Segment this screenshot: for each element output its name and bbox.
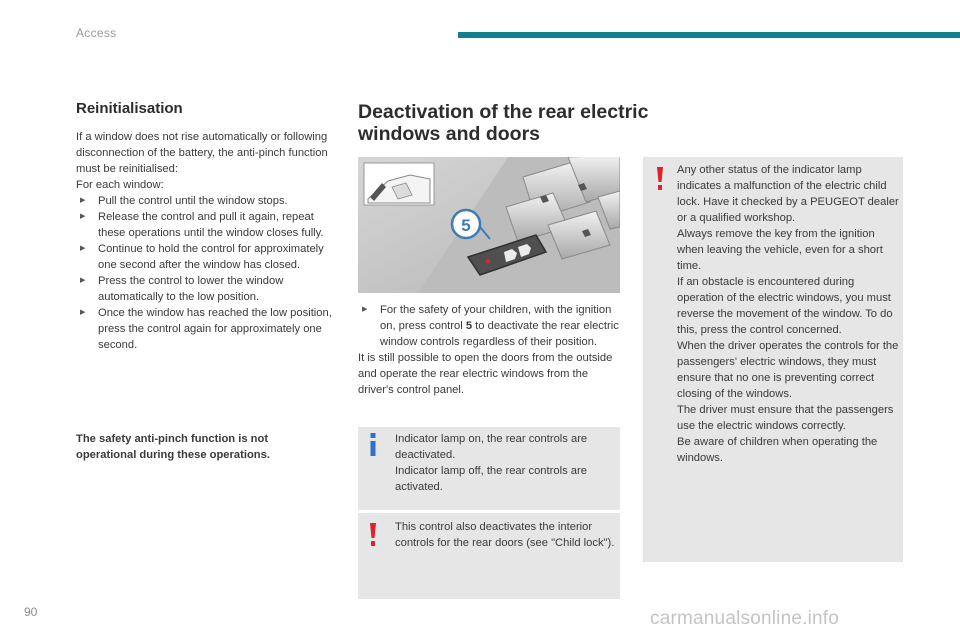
reinit-step: ▶ Press the control to lower the window automatically to the low position.: [76, 273, 341, 305]
callout-number: 5: [461, 216, 471, 235]
right-box-paragraph: Any other status of the indicator lamp indicates a malfunction of the electric child lock. Have it checked by a PEUGEOT dealer or a qualified workshop.: [677, 164, 899, 224]
bullet-text-pre: For the safety of your children, with the ignition on, press control: [380, 304, 612, 332]
right-box-paragraph: The driver must ensure that the passengers use the electric windows correctly.: [677, 404, 894, 432]
info-icon: [368, 433, 378, 457]
safety-note: The safety anti-pinch function is not operational during these operations.: [76, 433, 270, 461]
right-box-paragraph: When the driver operates the controls for the passengers' electric windows, they must ensure that no one is preventing correct closing of the windows.: [677, 340, 899, 400]
page-number: 90: [24, 605, 38, 619]
deactivation-bullets: [358, 302, 620, 350]
deactivation-paragraph: It is still possible to open the doors from the outside and operate the rear electric windows from the driver's control panel.: [358, 352, 613, 396]
deactivation-bullet: [358, 302, 620, 350]
right-box-paragraph: Be aware of children when operating the windows.: [677, 436, 878, 464]
reinit-intro: If a window does not rise automatically or following disconnection of the battery, the anti-pinch function must be reinitialised:: [76, 131, 328, 175]
right-box-text: [677, 162, 899, 466]
door-control-panel-illustration: [358, 157, 620, 293]
warning-box-text: This control also deactivates the interior controls for the rear doors (see "Child lock").: [395, 521, 615, 549]
reinit-for-each: For each window:: [76, 179, 164, 191]
reinit-step: ▶ Pull the control until the window stops.: [76, 193, 341, 209]
watermark: carmanualsonline.info: [650, 608, 840, 629]
info-box-text: Indicator lamp on, the rear controls are deactivated. Indicator lamp off, the rear controls are activated.: [395, 433, 588, 493]
info-box: [358, 427, 620, 510]
reinit-step: ▶ Once the window has reached the low position, press the control again for approximately one second.: [76, 305, 341, 353]
section-label: Access: [76, 26, 117, 40]
reinit-steps: [76, 193, 341, 353]
bullet-text-post: to deactivate the rear electric window controls regardless of their position.: [380, 320, 619, 348]
warning-box: [358, 510, 620, 599]
reinitialisation-section: [76, 100, 341, 353]
warning-icon: [656, 167, 664, 191]
reinit-step: ▶ Release the control and pull it again, repeat these operations until the window closes fully.: [76, 209, 341, 241]
control-number: 5: [465, 320, 473, 332]
warning-icon: [369, 523, 377, 547]
reinit-step: ▶ Continue to hold the control for approximately one second after the window has closed.: [76, 241, 341, 273]
reinitialisation-title: Reinitialisation: [76, 100, 183, 117]
deactivation-title: Deactivation of the rear electric windows and doors: [358, 101, 649, 145]
right-warning-box: [643, 157, 903, 562]
right-box-paragraph: Always remove the key from the ignition when leaving the vehicle, even for a short time.: [677, 228, 883, 272]
door-panel-drawing: [358, 157, 620, 293]
right-box-paragraph: If an obstacle is encountered during operation of the electric windows, you must reverse the movement of the window. To do this, press the control concerned.: [677, 276, 893, 336]
section-accent-bar: [458, 32, 960, 38]
deactivation-body: [358, 302, 620, 398]
